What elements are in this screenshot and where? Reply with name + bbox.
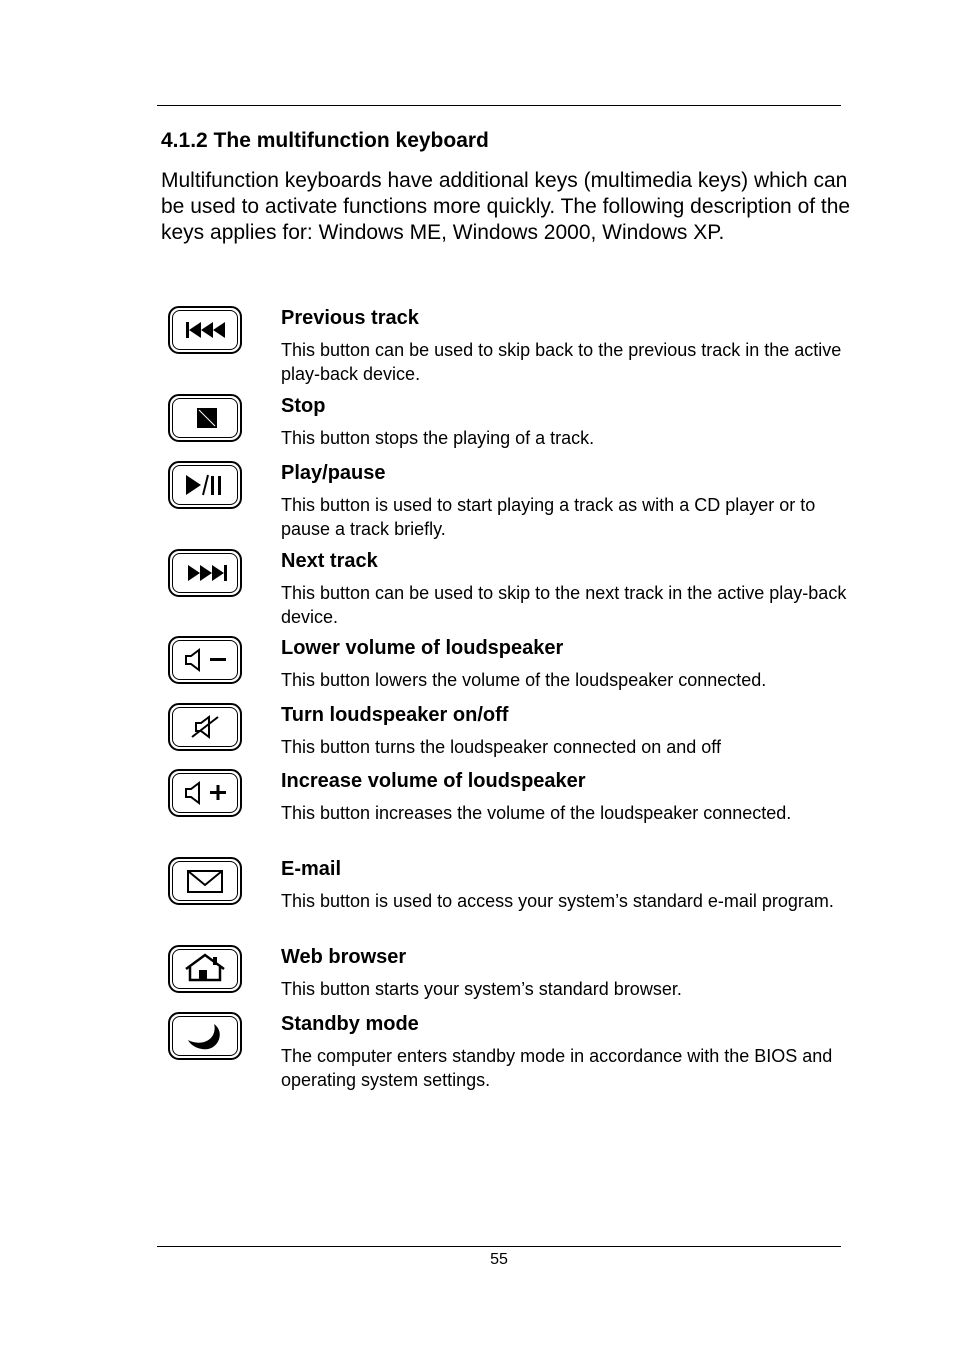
key-title: Turn loudspeaker on/off xyxy=(281,704,509,726)
key-title: Increase volume of loudspeaker xyxy=(281,770,586,792)
key-title: Standby mode xyxy=(281,1013,419,1035)
key-description: This button starts your system’s standard browser. xyxy=(281,979,682,999)
play-pause-icon xyxy=(168,461,242,509)
key-description: The computer enters standby mode in accordance with the BIOS and operating system settings. xyxy=(281,1046,833,1090)
key-title: Web browser xyxy=(281,946,407,968)
key-description: This button lowers the volume of the loudspeaker connected. xyxy=(281,670,767,690)
key-description: This button can be used to skip to the next track in the active play-back device. xyxy=(281,583,847,627)
key-title: Stop xyxy=(281,395,326,417)
key-description: This button stops the playing of a track. xyxy=(281,428,595,448)
next-track-icon xyxy=(168,549,242,597)
footer-rule xyxy=(157,1246,841,1247)
key-description: This button turns the loudspeaker connected on and off xyxy=(281,737,721,757)
header-rule xyxy=(157,105,841,106)
key-title: Play/pause xyxy=(281,462,386,484)
home-icon xyxy=(168,945,242,993)
envelope-icon xyxy=(168,857,242,905)
key-title: E-mail xyxy=(281,858,342,880)
stop-icon xyxy=(168,394,242,442)
key-title: Previous track xyxy=(281,307,419,329)
volume-down-icon xyxy=(168,636,242,684)
moon-icon xyxy=(168,1012,242,1060)
page-number: 55 xyxy=(490,1251,508,1268)
key-description: This button increases the volume of the loudspeaker connected. xyxy=(281,803,792,823)
key-title: Next track xyxy=(281,550,378,572)
key-description: This button is used to access your system’s standard e-mail program. xyxy=(281,891,834,911)
key-description: This button is used to start playing a track as with a CD player or to pause a track briefly. xyxy=(281,495,816,539)
section-title: 4.1.2 The multifunction keyboard xyxy=(161,129,489,152)
previous-track-icon xyxy=(168,306,242,354)
intro-paragraph: Multifunction keyboards have additional keys (multimedia keys) which can be used to activate functions more quickly. The following description of the keys applies for: Windows ME, Windows 2000, Windows XP. xyxy=(161,169,851,244)
mute-icon xyxy=(168,703,242,751)
key-title: Lower volume of loudspeaker xyxy=(281,637,564,659)
volume-up-icon xyxy=(168,769,242,817)
key-description: This button can be used to skip back to the previous track in the active play-back device. xyxy=(281,340,842,384)
